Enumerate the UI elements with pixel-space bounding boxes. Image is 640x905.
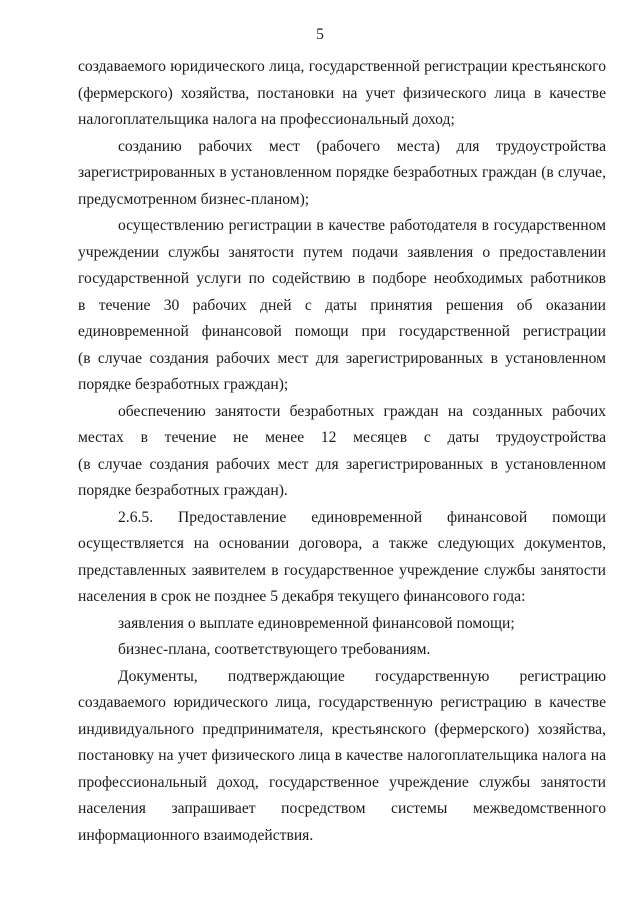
text-line: (в случае создания рабочих мест для зарегистрированных в установленном (78, 349, 606, 367)
text-line: заявления о выплате единовременной финансовой помощи; (118, 614, 515, 632)
text-line: Документы, подтверждающие государственную регистрацию (118, 667, 606, 685)
text-line: населения запрашивает посредством системы межведомственного (78, 800, 606, 817)
text-line: населения в срок не позднее 5 декабря текущего финансового года: (78, 588, 526, 605)
text-line: налогоплательщика налога на профессиональный доход; (78, 111, 455, 128)
text-line: порядке безработных граждан); (78, 376, 289, 393)
text-line: созданию рабочих мест (рабочего места) для трудоустройства (118, 137, 606, 155)
text-line: 2.6.5. Предоставление единовременной финансовой помощи (118, 508, 606, 526)
text-line: профессиональный доход, государственное учреждение службы занятости (78, 773, 606, 791)
text-line: (в случае создания рабочих мест для зарегистрированных в установленном (78, 455, 606, 473)
text-line: создаваемого юридического лица, государственной регистрации крестьянского (78, 58, 606, 75)
text-line: предусмотренном бизнес-планом); (78, 190, 310, 208)
text-line: (фермерского) хозяйства, постановки на учет физического лица в качестве (78, 84, 606, 102)
page-number: 5 (316, 26, 324, 43)
text-line: представленных заявителем в государственное учреждение службы занятости (78, 561, 606, 579)
text-line: осуществляется на основании договора, а также следующих документов, (78, 535, 606, 552)
text-line: постановку на учет физического лица в качестве налогоплательщика налога на (78, 747, 606, 764)
text-line: бизнес-плана, соответствующего требованиям. (118, 641, 431, 658)
text-line: в течение 30 рабочих дней с даты принятия решения об оказании (78, 296, 606, 314)
text-line: информационного взаимодействия. (78, 826, 314, 844)
text-line: зарегистрированных в установленном порядке безработных граждан (в случае, (78, 164, 606, 181)
text-line: обеспечению занятости безработных граждан на созданных рабочих (118, 402, 606, 420)
text-line: индивидуального предпринимателя, крестьянского (фермерского) хозяйства, (78, 720, 606, 738)
text-line: учреждении службы занятости путем подачи заявления о предоставлении (78, 243, 606, 261)
text-line: единовременной финансовой помощи при государственной регистрации (78, 323, 606, 340)
text-line: осуществлению регистрации в качестве работодателя в государственном (118, 217, 606, 234)
text-line: порядке безработных граждан). (78, 482, 288, 499)
text-line: государственной услуги по содействию в подборе необходимых работников (78, 270, 606, 287)
text-line: местах в течение не менее 12 месяцев с даты трудоустройства (78, 429, 606, 446)
text-line: создаваемого юридического лица, государственную регистрацию в качестве (78, 694, 606, 711)
